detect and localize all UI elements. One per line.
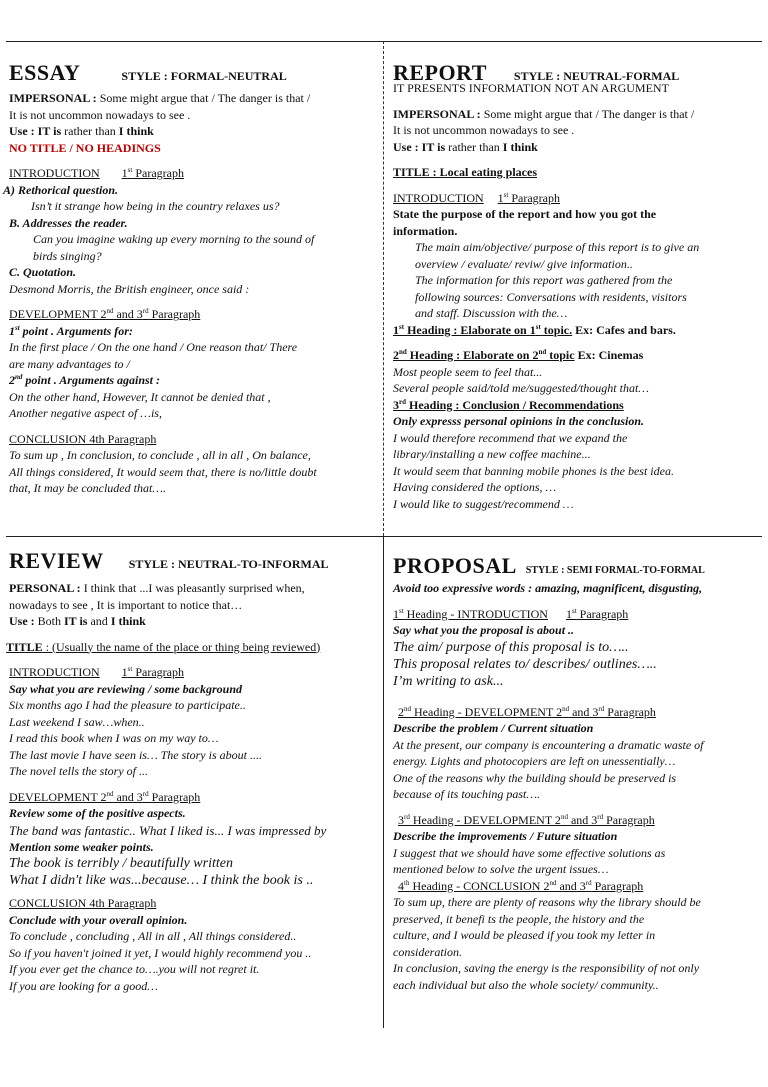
report-h3-l6: I would like to suggest/recommend … [393, 496, 574, 511]
proposal-h4-l6: each individual but also the whole society/ community.. [393, 977, 659, 992]
proposal-h4-l3: culture, and I would be pleased if you took my letter in [393, 928, 656, 942]
essay-c-text: Desmond Morris, the British engineer, once said : [9, 281, 250, 296]
essay-point-1: 1st point . Arguments for: [9, 323, 133, 338]
essay-point-1-l1: In the first place / On the one hand / One reason that/ There [9, 340, 298, 354]
essay-impersonal: IMPERSONAL : Some might argue that / The danger is that / [9, 91, 311, 105]
report-h3-l1: Only expresss personal opinions in the conclusion. [393, 414, 645, 428]
review-personal: PERSONAL : I think that ...I was pleasantly surprised when, [9, 581, 305, 595]
essay-impersonal-2: It is not uncommon nowadays to see . [9, 107, 191, 122]
report-heading-1: 1st Heading : Elaborate on 1st topic. Ex: Cafes and bars. [393, 322, 676, 337]
review-say-l1: Six months ago I had the pleasure to participate.. [9, 698, 246, 712]
review-concl-l4: If you are looking for a good… [9, 978, 158, 993]
proposal-h2-l4: because of its touching past…. [393, 787, 540, 801]
review-dev-heading: DEVELOPMENT 2nd and 3rd Paragraph [9, 789, 201, 804]
report-heading-2: 2nd Heading : Elaborate on 2nd topic Ex: Cinemas [393, 348, 644, 362]
proposal-h2-l2: energy. Lights and photocopiers are left on unessentially… [393, 754, 676, 768]
proposal-h3-l2: mentioned below to solve the urgent issues… [393, 862, 609, 876]
report-use: Use : IT is rather than I think [393, 139, 538, 154]
proposal-say-l2: This proposal relates to/ describes/ outlines….. [393, 656, 657, 672]
essay-a-text: Isn’t it strange how being in the country relaxes us? [31, 199, 280, 213]
essay-b-text-2: birds singing? [33, 248, 102, 263]
essay-point-1-l2: are many advantages to / [9, 356, 130, 371]
essay-style: STYLE : FORMAL-NEUTRAL [121, 69, 287, 83]
top-rule [6, 41, 762, 42]
report-h2-l1: Most people seem to feel that... [393, 364, 543, 379]
review-concl-heading: CONCLUSION 4th Paragraph [9, 896, 157, 910]
report-impersonal: IMPERSONAL : Some might argue that / The danger is that / [393, 106, 695, 121]
report-title-line: TITLE : Local eating places [393, 165, 538, 179]
review-section [6, 548, 379, 994]
review-title: REVIEW [9, 548, 104, 573]
review-concl-l3: If you ever get the chance to….you will not regret it. [9, 962, 260, 976]
report-aim-2: overview / evaluate/ reviw/ give information.. [415, 256, 633, 271]
review-concl-l2: So if you haven't joined it yet, I would highly recommend you .. [9, 945, 312, 960]
report-h3-l4: It would seem that banning mobile phones is the best idea. [393, 463, 674, 478]
report-aim-5: and staff. Discussion with the… [415, 306, 568, 320]
proposal-section [393, 553, 763, 993]
proposal-h4-l4: consideration. [393, 944, 462, 959]
review-use: Use : Both IT is and I think [9, 614, 146, 628]
essay-no-title: NO TITLE / NO HEADINGS [9, 140, 161, 155]
review-rev: Review some of the positive aspects. [9, 806, 186, 820]
proposal-h4-l2: preserved, it benefi ts the people, the history and the [393, 911, 645, 926]
essay-concl-l2: All things considered, It would seem that, there is no/little doubt [9, 464, 317, 479]
review-rev-l1: The band was fantastic.. What I liked is... I was impressed by [9, 822, 327, 838]
review-say-l4: The last movie I have seen is… The story is about .... [9, 747, 262, 762]
report-state-1: State the purpose of the report and how you got the [393, 207, 657, 221]
review-say-l5: The novel tells the story of ... [9, 764, 148, 778]
review-rev-l2: Mention some weaker points. [9, 839, 154, 854]
proposal-h3-l1: I suggest that we should have some effective solutions as [393, 845, 666, 860]
essay-concl-l3: that, It may be concluded that…. [9, 481, 166, 495]
review-say-l3: I read this book when I was on my way to… [9, 731, 219, 745]
review-personal-2: nowadays to see , It is important to notice that… [9, 597, 243, 612]
review-say: Say what you are reviewing / some background [9, 681, 243, 696]
review-title-line: TITLE : (Usually the name of the place or thing being reviewed) [6, 639, 321, 654]
proposal-style: STYLE : SEMI FORMAL-TO-FORMAL [525, 565, 705, 576]
proposal-avoid: Avoid too expressive words : amazing, magnificent, disgusting, [393, 581, 703, 595]
proposal-say: Say what you the proposal is about .. [393, 623, 575, 637]
review-concl-b: Conclude with your overall opinion. [9, 912, 188, 927]
report-subtitle: IT PRESENTS INFORMATION NOT AN ARGUMENT [393, 81, 669, 95]
proposal-h3-t: Describe the improvements / Future situation [393, 829, 618, 843]
essay-dev-heading: DEVELOPMENT 2nd and 3rd Paragraph [9, 307, 201, 321]
proposal-say-l1: The aim/ purpose of this proposal is to….. [393, 639, 629, 655]
center-divider-bottom [383, 536, 384, 1028]
proposal-h2-l3: One of the reasons why the building should be preserved is [393, 770, 677, 785]
report-h3-l3: library/installing a new coffee machine... [393, 447, 591, 461]
essay-c-label: C. Quotation. [9, 265, 77, 279]
review-rev-l4: What I didn't like was...because… I think the book is .. [9, 873, 314, 888]
report-impersonal-2: It is not uncommon nowadays to see . [393, 123, 575, 137]
essay-title: ESSAY [9, 60, 81, 85]
proposal-say-l3: I’m writing to ask... [393, 673, 504, 689]
report-state-2: information. [393, 223, 458, 238]
proposal-h2: 2nd Heading - DEVELOPMENT 2nd and 3rd Paragraph [398, 704, 656, 719]
essay-point-2: 2nd point . Arguments against : [9, 373, 160, 387]
review-concl-l1: To conclude , concluding , All in all , All things considered.. [9, 929, 297, 943]
review-style: STYLE : NEUTRAL-TO-INFORMAL [128, 557, 329, 571]
report-title: REPORT [393, 60, 487, 85]
essay-b-text-1: Can you imagine waking up every morning to the sound of [33, 232, 315, 246]
essay-concl-l1: To sum up , In conclusion, to conclude , all in all , On balance, [9, 448, 311, 462]
essay-point-2-l2: Another negative aspect of …is, [9, 406, 162, 420]
review-intro-heading: INTRODUCTION 1st Paragraph [9, 665, 184, 679]
proposal-h1: 1st Heading - INTRODUCTION 1st Paragraph [393, 606, 629, 621]
report-intro-heading: INTRODUCTION 1st Paragraph [393, 190, 560, 205]
report-style: STYLE : NEUTRAL-FORMAL [513, 69, 680, 83]
report-h3-l5: Having considered the options, … [393, 480, 557, 494]
essay-b-label: B. Addresses the reader. [9, 215, 128, 230]
proposal-h4-l1: To sum up, there are plenty of reasons why the library should be [393, 895, 701, 909]
essay-intro-heading: INTRODUCTION 1st Paragraph [9, 166, 184, 180]
report-h2-l2: Several people said/told me/suggested/thought that… [393, 381, 649, 395]
report-heading-3: 3rd Heading : Conclusion / Recommendations [393, 397, 624, 412]
proposal-h3: 3rd Heading - DEVELOPMENT 2nd and 3rd Paragraph [398, 812, 655, 827]
proposal-h4: 4th Heading - CONCLUSION 2nd and 3rd Paragraph [398, 878, 644, 893]
middle-rule [6, 536, 762, 537]
review-say-l2: Last weekend I saw…when.. [9, 714, 145, 729]
proposal-title: PROPOSAL [393, 553, 517, 578]
essay-concl-heading: CONCLUSION 4th Paragraph [9, 431, 157, 446]
report-aim-3: The information for this report was gathered from the [415, 273, 673, 287]
report-section [393, 60, 763, 512]
proposal-h2-l1: At the present, our company is encountering a dramatic waste of [393, 737, 704, 752]
review-rev-l3: The book is terribly / beautifully written [9, 856, 233, 871]
proposal-h4-l5: In conclusion, saving the energy is the responsibility of not only [393, 961, 700, 975]
essay-use: Use : IT is rather than I think [9, 124, 154, 138]
report-h3-l2: I would therefore recommend that we expand the [393, 430, 628, 445]
report-aim-4: following sources: Conversations with residents, visitors [415, 289, 687, 304]
essay-point-2-l1: On the other hand, However, It cannot be denied that , [9, 389, 271, 404]
essay-a-label: A) Rethorical question. [3, 182, 119, 197]
proposal-h2-t: Describe the problem / Current situation [393, 721, 594, 735]
report-aim-1: The main aim/objective/ purpose of this report is to give an [415, 240, 700, 254]
center-divider-top [383, 41, 384, 536]
essay-section [3, 60, 379, 497]
